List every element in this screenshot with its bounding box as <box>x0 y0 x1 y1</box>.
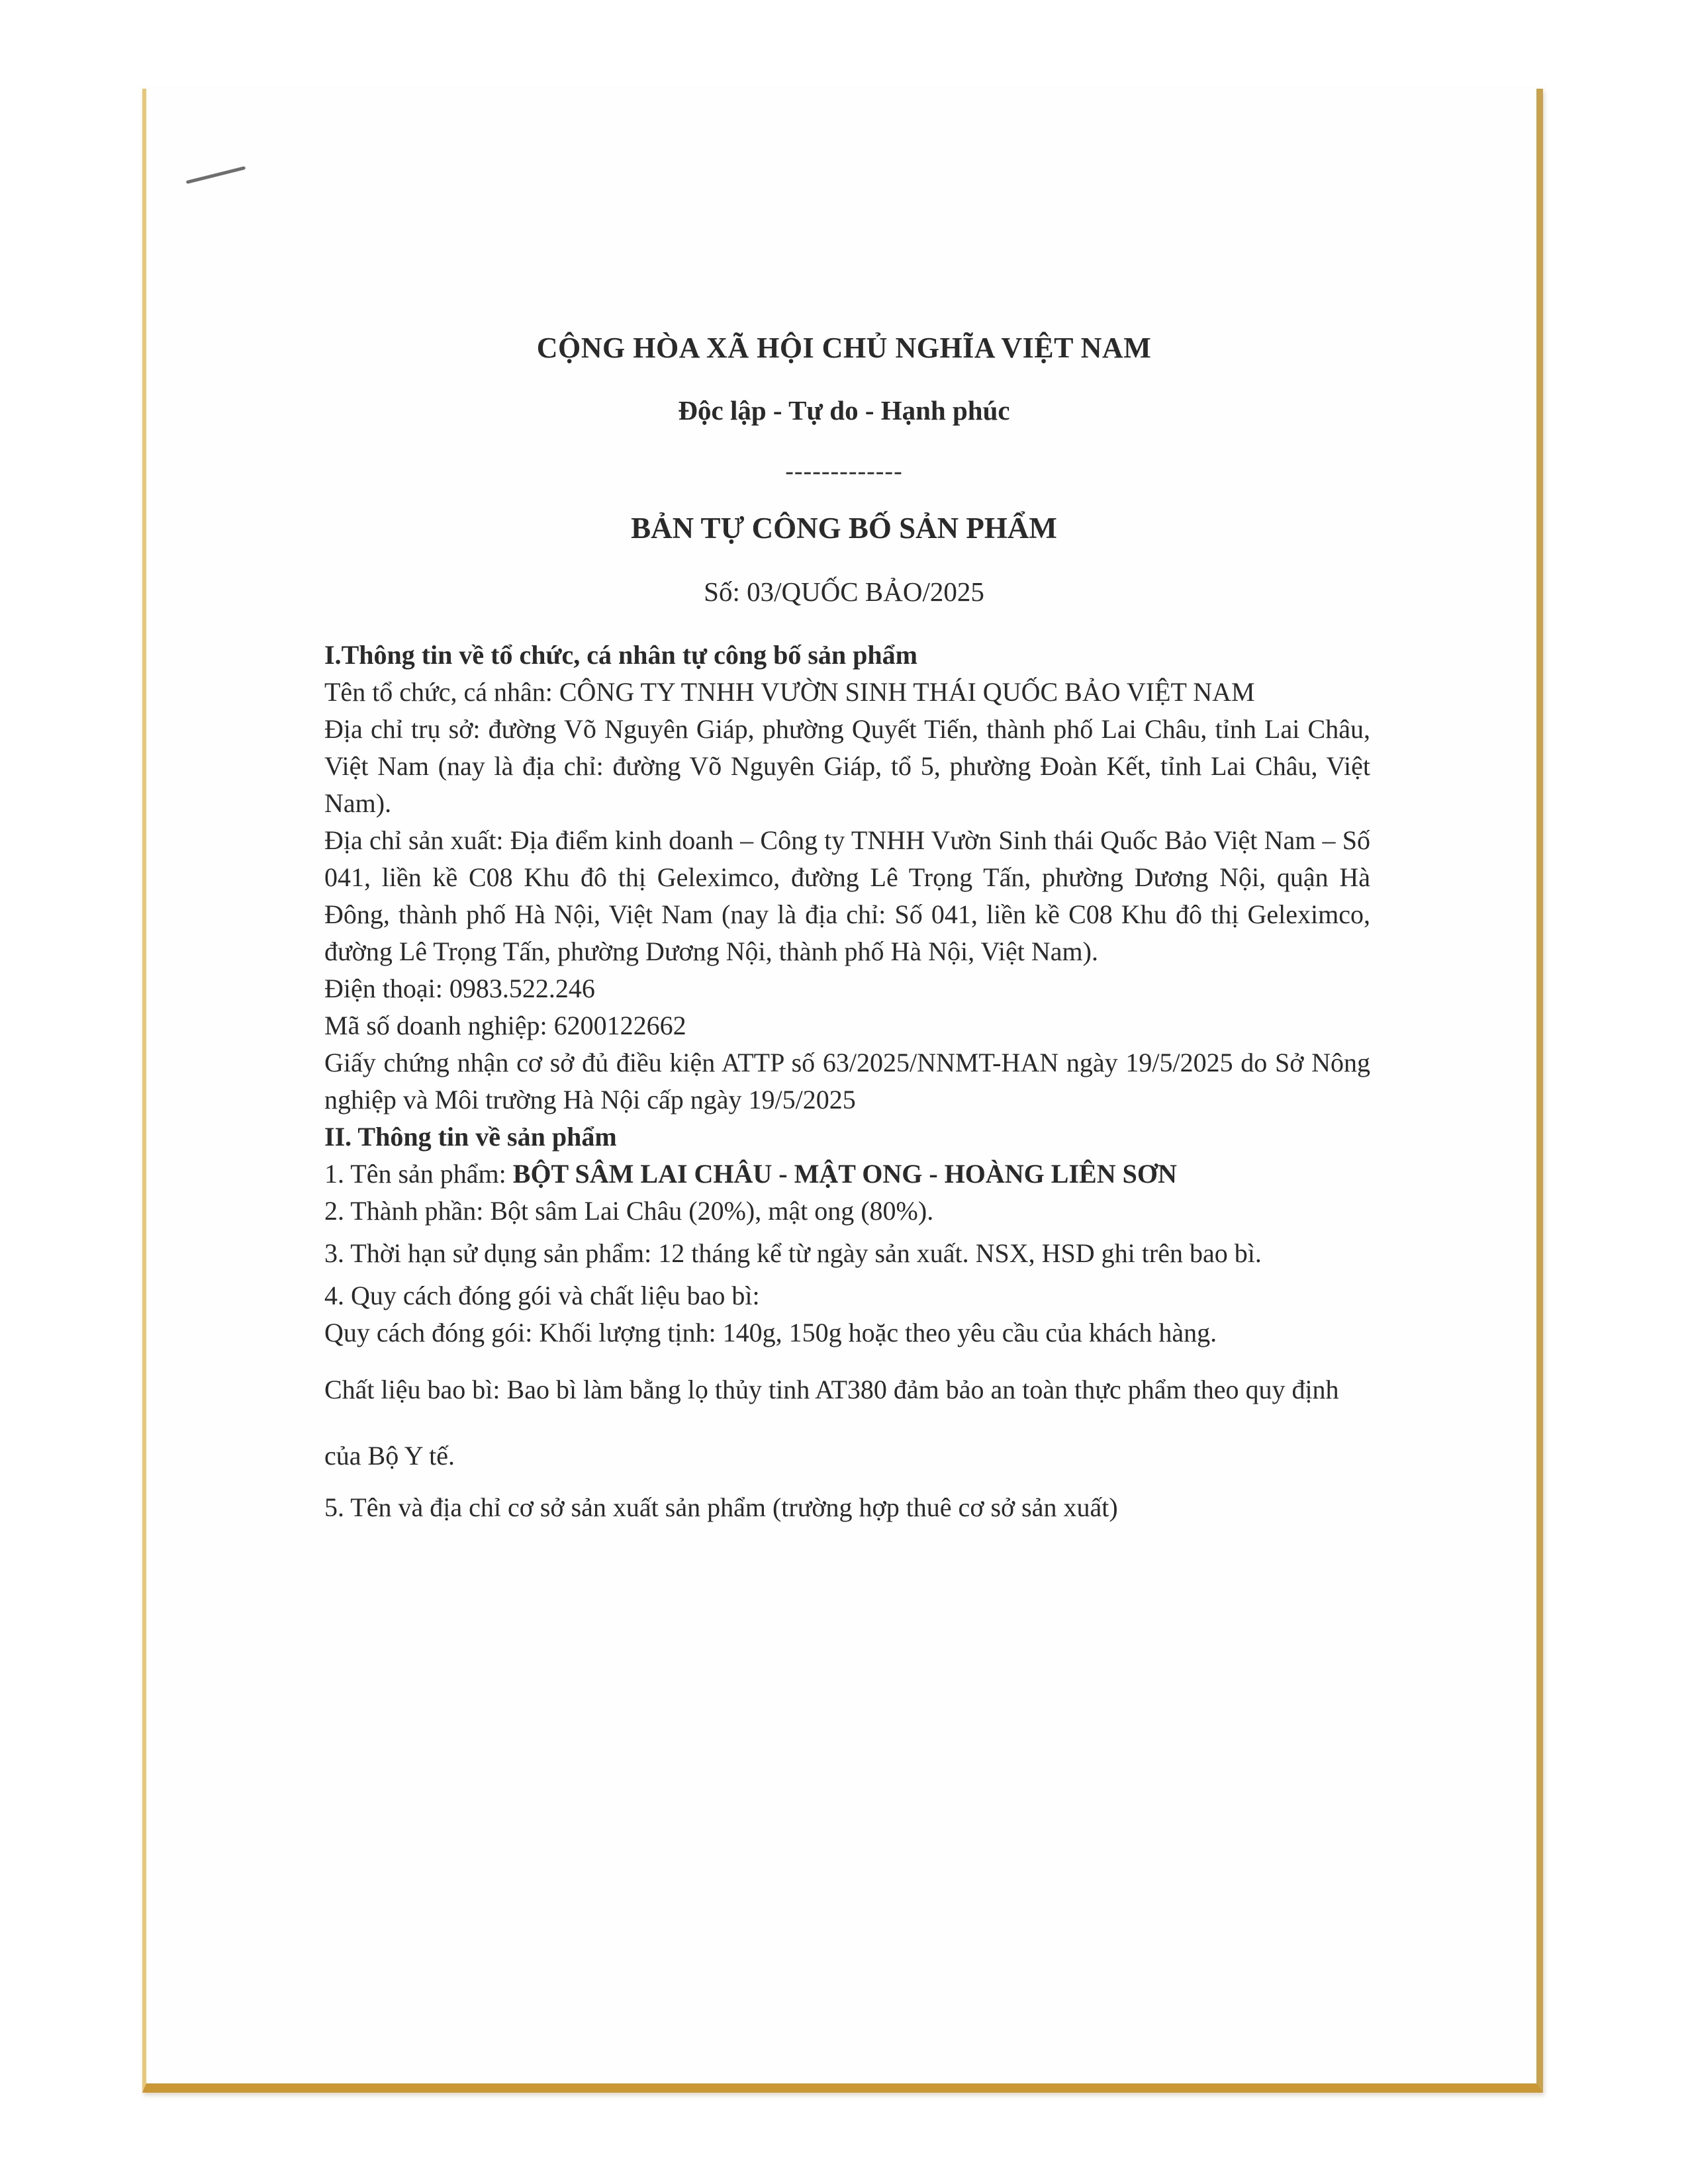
section-1-heading: I.Thông tin về tổ chức, cá nhân tự công bố sản phẩm <box>324 640 917 670</box>
national-title: CỘNG HÒA XÃ HỘI CHỦ NGHĨA VIỆT NAM <box>536 332 1152 364</box>
product-name-label: 1. Tên sản phẩm: <box>324 1159 513 1189</box>
product-name-line <box>324 1156 1370 1193</box>
organization-name: Tên tổ chức, cá nhân: CÔNG TY TNHH VƯỜN SINH THÁI QUỐC BẢO VIỆT NAM <box>324 677 1255 707</box>
business-code: Mã số doanh nghiệp: 6200122662 <box>324 1011 686 1040</box>
packaging-material: Chất liệu bao bì: Bao bì làm bằng lọ thủy tinh AT380 đảm bảo an toàn thực phẩm theo quy định của Bộ Y tế. <box>324 1375 1339 1471</box>
national-motto: Độc lập - Tự do - Hạnh phúc <box>678 395 1010 426</box>
packaging-heading: 4. Quy cách đóng gói và chất liệu bao bì: <box>324 1281 760 1310</box>
production-address: Địa chỉ sản xuất: Địa điểm kinh doanh – Công ty TNHH Vườn Sinh thái Quốc Bảo Việt Nam – Số 041, liền kề C08 Khu đô thị Geleximco, đường Lê Trọng Tấn, phường Dương Nội, quận Hà Đông, thành phố Hà Nội, Việt Nam (nay là địa chỉ: Số 041, liền kề C08 Khu đô thị Geleximco, đường Lê Trọng Tấn, phường Dương Nội, thành phố Hà Nội, Việt Nam). <box>324 825 1370 966</box>
document-number: Số: 03/QUỐC BẢO/2025 <box>704 576 984 607</box>
shelf-life: 3. Thời hạn sử dụng sản phẩm: 12 tháng kể từ ngày sản xuất. NSX, HSD ghi trên bao bì. <box>324 1238 1262 1268</box>
document-body <box>324 637 1370 1526</box>
manufacturer-info: 5. Tên và địa chỉ cơ sở sản xuất sản phẩm (trường hợp thuê cơ sở sản xuất) <box>324 1492 1118 1522</box>
document-title: BẢN TỰ CÔNG BỐ SẢN PHẨM <box>631 512 1057 545</box>
header-divider: ------------- <box>785 457 903 485</box>
ingredients: 2. Thành phần: Bột sâm Lai Châu (20%), mật ong (80%). <box>324 1196 934 1226</box>
head-office-address: Địa chỉ trụ sở: đường Võ Nguyên Giáp, phường Quyết Tiến, thành phố Lai Châu, tỉnh Lai Châu, Việt Nam (nay là địa chỉ: đường Võ Nguyên Giáp, tổ 5, phường Đoàn Kết, tỉnh Lai Châu, Việt Nam). <box>324 714 1370 818</box>
food-safety-certificate: Giấy chứng nhận cơ sở đủ điều kiện ATTP số 63/2025/NNMT-HAN ngày 19/5/2025 do Sở Nông nghiệp và Môi trường Hà Nội cấp ngày 19/5/2025 <box>324 1048 1370 1115</box>
product-name: BỘT SÂM LAI CHÂU - MẬT ONG - HOÀNG LIÊN SƠN <box>512 1159 1177 1189</box>
section-2-heading: II. Thông tin về sản phẩm <box>324 1122 617 1152</box>
phone-number: Điện thoại: 0983.522.246 <box>324 974 595 1003</box>
packaging-spec: Quy cách đóng gói: Khối lượng tịnh: 140g, 150g hoặc theo yêu cầu của khách hàng. <box>324 1318 1217 1347</box>
